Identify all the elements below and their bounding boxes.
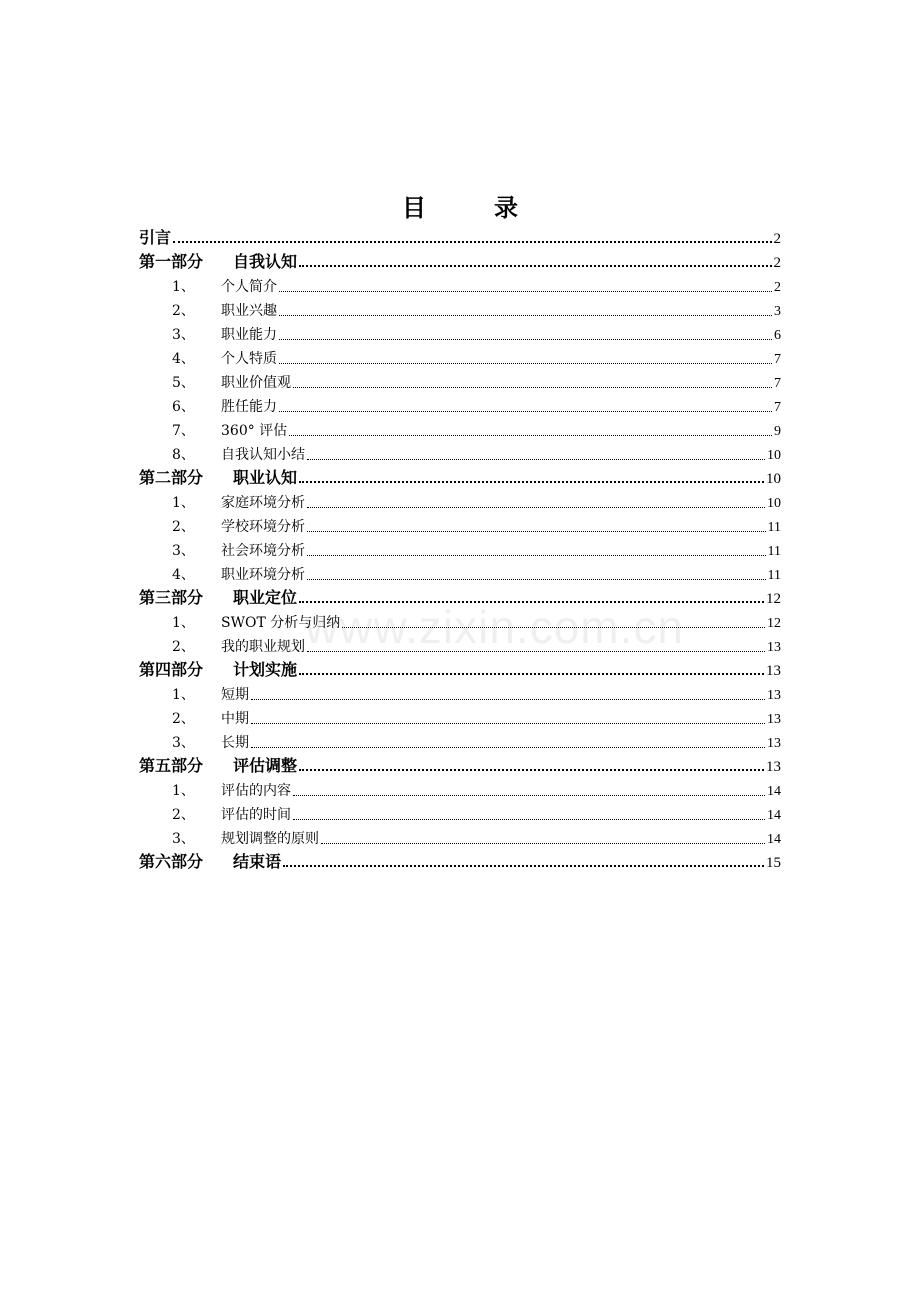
toc-entry-label: 自我认知小结 [221, 447, 305, 463]
toc-subsection-entry[interactable] [139, 512, 781, 536]
toc-page-number: 6 [774, 328, 781, 343]
toc-entry-number: 1、 [172, 495, 195, 511]
toc-dot-leader [307, 459, 765, 460]
toc-dot-leader [293, 387, 772, 388]
toc-entry-label: 自我认知 [233, 252, 298, 271]
toc-page-number: 10 [767, 448, 781, 463]
toc-list [139, 224, 781, 872]
toc-title: 目 录 [402, 193, 540, 222]
toc-entry-label: 个人简介 [221, 279, 277, 295]
toc-part-label: 第五部分 [139, 756, 204, 775]
toc-section-entry[interactable] [139, 224, 781, 248]
toc-dot-leader [299, 673, 764, 675]
toc-page-number: 11 [767, 544, 781, 559]
toc-entry-number: 2、 [172, 303, 195, 319]
toc-dot-leader [289, 435, 772, 436]
toc-entry-label: 规划调整的原则 [221, 831, 319, 847]
toc-entry-number: 3、 [172, 327, 195, 343]
toc-subsection-entry[interactable] [139, 296, 781, 320]
toc-dot-leader [293, 819, 765, 820]
toc-entry-number: 8、 [172, 447, 195, 463]
toc-entry-number: 2、 [172, 639, 195, 655]
toc-entry-label: 计划实施 [233, 660, 298, 679]
toc-subsection-entry[interactable] [139, 272, 781, 296]
toc-page-number: 13 [766, 663, 781, 679]
toc-part-label: 第六部分 [139, 852, 204, 871]
toc-dot-leader [299, 769, 764, 771]
toc-page-number: 11 [767, 568, 781, 583]
toc-page-number: 10 [766, 471, 781, 487]
toc-subsection-entry[interactable] [139, 536, 781, 560]
toc-part-label: 第二部分 [139, 468, 204, 487]
toc-entry-label: 职业价值观 [221, 375, 291, 391]
toc-dot-leader [307, 579, 766, 580]
toc-entry-label: 长期 [221, 735, 249, 751]
toc-section-entry[interactable] [139, 464, 781, 488]
toc-dot-leader [279, 315, 772, 316]
toc-page-number: 2 [773, 231, 781, 247]
toc-entry-number: 4、 [172, 351, 195, 367]
toc-entry-label: 评估调整 [233, 756, 298, 775]
toc-entry-number: 3、 [172, 831, 195, 847]
toc-entry-label: 评估的内容 [221, 783, 291, 799]
toc-subsection-entry[interactable] [139, 776, 781, 800]
toc-page-number: 3 [774, 304, 781, 319]
toc-entry-number: 1、 [172, 615, 195, 631]
toc-dot-leader [283, 865, 764, 867]
toc-dot-leader [173, 241, 771, 243]
toc-dot-leader [299, 265, 771, 267]
toc-dot-leader [279, 411, 772, 412]
toc-entry-number: 2、 [172, 711, 195, 727]
toc-entry-number: 1、 [172, 279, 195, 295]
toc-entry-label: 结束语 [233, 852, 282, 871]
toc-subsection-entry[interactable] [139, 560, 781, 584]
toc-section-entry[interactable] [139, 656, 781, 680]
toc-subsection-entry[interactable] [139, 440, 781, 464]
toc-dot-leader [279, 363, 772, 364]
toc-page-number: 13 [767, 688, 781, 703]
toc-subsection-entry[interactable] [139, 344, 781, 368]
toc-page-number: 12 [766, 591, 781, 607]
toc-entry-number: 3、 [172, 543, 195, 559]
toc-dot-leader [307, 507, 765, 508]
toc-page-number: 14 [767, 808, 781, 823]
toc-entry-number: 4、 [172, 567, 195, 583]
toc-part-label: 第一部分 [139, 252, 204, 271]
toc-dot-leader [279, 339, 772, 340]
toc-section-entry[interactable] [139, 848, 781, 872]
toc-page-number: 2 [773, 255, 781, 271]
toc-entry-label: 职业环境分析 [221, 567, 305, 583]
toc-entry-number: 2、 [172, 807, 195, 823]
toc-dot-leader [299, 481, 764, 483]
toc-entry-label: 个人特质 [221, 351, 277, 367]
toc-subsection-entry[interactable] [139, 824, 781, 848]
toc-section-entry[interactable] [139, 248, 781, 272]
toc-entry-label: 职业认知 [233, 468, 298, 487]
toc-entry-label: 职业兴趣 [221, 303, 277, 319]
toc-dot-leader [321, 843, 765, 844]
toc-page-number: 15 [766, 855, 781, 871]
toc-entry-label: 中期 [221, 711, 249, 727]
toc-dot-leader [251, 747, 765, 748]
toc-subsection-entry[interactable] [139, 488, 781, 512]
toc-page-number: 12 [767, 616, 781, 631]
toc-subsection-entry[interactable] [139, 680, 781, 704]
toc-entry-label: 社会环境分析 [221, 543, 305, 559]
toc-page-number: 7 [774, 376, 781, 391]
toc-subsection-entry[interactable] [139, 320, 781, 344]
toc-subsection-entry[interactable] [139, 800, 781, 824]
toc-entry-label: 我的职业规划 [221, 639, 305, 655]
toc-page-number: 13 [767, 712, 781, 727]
toc-entry-label: 评估的时间 [221, 807, 291, 823]
toc-entry-label: 家庭环境分析 [221, 495, 305, 511]
watermark: www.zixin.com.cn [305, 601, 684, 653]
toc-page-number: 7 [774, 400, 781, 415]
toc-section-entry[interactable] [139, 752, 781, 776]
toc-subsection-entry[interactable] [139, 392, 781, 416]
toc-subsection-entry[interactable] [139, 728, 781, 752]
toc-entry-number: 5、 [172, 375, 195, 391]
toc-page-number: 14 [767, 784, 781, 799]
toc-entry-label: SWOT 分析与归纳 [221, 615, 341, 631]
toc-dot-leader [293, 795, 765, 796]
toc-entry-label: 职业定位 [233, 588, 298, 607]
toc-subsection-entry[interactable] [139, 368, 781, 392]
toc-dot-leader [279, 291, 772, 292]
toc-entry-number: 1、 [172, 687, 195, 703]
toc-entry-label: 引言 [139, 228, 172, 247]
toc-entry-label: 职业能力 [221, 327, 277, 343]
toc-part-label: 第四部分 [139, 660, 204, 679]
toc-dot-leader [251, 723, 765, 724]
toc-entry-number: 2、 [172, 519, 195, 535]
toc-page-number: 2 [774, 280, 781, 295]
toc-entry-label: 短期 [221, 687, 249, 703]
toc-entry-label: 学校环境分析 [221, 519, 305, 535]
toc-entry-number: 6、 [172, 399, 195, 415]
toc-entry-number: 7、 [172, 423, 195, 439]
toc-part-label: 第三部分 [139, 588, 204, 607]
toc-entry-number: 3、 [172, 735, 195, 751]
toc-page-number: 10 [767, 496, 781, 511]
toc-page-number: 13 [766, 759, 781, 775]
toc-subsection-entry[interactable] [139, 416, 781, 440]
toc-page-number: 13 [767, 640, 781, 655]
toc-entry-number: 1、 [172, 783, 195, 799]
toc-page-number: 13 [767, 736, 781, 751]
toc-subsection-entry[interactable] [139, 704, 781, 728]
toc-page-number: 9 [774, 424, 781, 439]
toc-page-number: 7 [774, 352, 781, 367]
toc-entry-label: 胜任能力 [221, 399, 277, 415]
toc-page-number: 14 [767, 832, 781, 847]
toc-dot-leader [251, 699, 765, 700]
toc-dot-leader [307, 555, 766, 556]
toc-page-number: 11 [767, 520, 781, 535]
toc-entry-label: 360° 评估 [221, 423, 288, 439]
toc-dot-leader [307, 531, 766, 532]
